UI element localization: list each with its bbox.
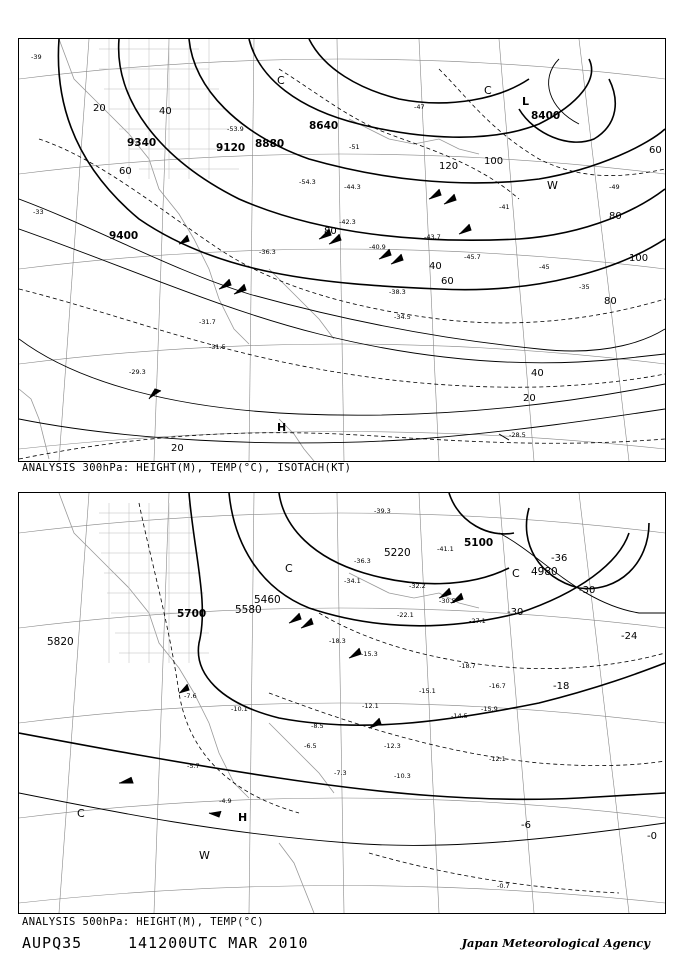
- station-values: [184, 507, 510, 890]
- temp-label: -35: [579, 283, 590, 291]
- temp-label: -41: [499, 203, 510, 211]
- station-value: -41.1: [437, 545, 454, 553]
- station-value: -32.2: [409, 582, 426, 590]
- temp-label: -29.3: [129, 368, 146, 376]
- height-label: 5580: [235, 604, 262, 616]
- isotach-label: 100: [484, 156, 504, 167]
- isotach-label: 60: [649, 145, 662, 156]
- station-value: -18.7: [459, 662, 476, 670]
- station-value: -30.5: [439, 597, 456, 605]
- height-label: 9400: [109, 230, 139, 242]
- station-value: -15.1: [419, 687, 436, 695]
- station-value: -10.1: [231, 705, 248, 713]
- height-label: 8400: [531, 110, 561, 122]
- station-value: -6.5: [304, 742, 317, 750]
- temp-label: -33: [33, 208, 44, 216]
- height-label: 8640: [309, 120, 339, 132]
- station-value: -18.3: [329, 637, 346, 645]
- temp-label: -6: [521, 820, 531, 831]
- isotach-label: 40: [159, 106, 172, 117]
- temp-label: -43.7: [424, 233, 441, 241]
- map-300hpa-canvas: [19, 39, 665, 461]
- height-label: 5220: [384, 547, 411, 559]
- height-label: 5820: [47, 636, 74, 648]
- station-value: -34.1: [344, 577, 361, 585]
- station-value: -5.7: [187, 762, 200, 770]
- station-value: -27.1: [469, 617, 486, 625]
- isotach-label: 80: [604, 296, 617, 307]
- temp-label: -42.3: [339, 218, 356, 226]
- isotach-label: 60: [119, 166, 132, 177]
- height-label: 5700: [177, 608, 207, 620]
- cold-center-marker: C: [77, 807, 85, 820]
- temp-label: -38.3: [389, 288, 406, 296]
- station-value: -14.5: [451, 712, 468, 720]
- height-label: 5460: [254, 594, 281, 606]
- station-value: -10.3: [394, 772, 411, 780]
- height-label: 4980: [531, 566, 558, 578]
- cold-center-marker: C: [285, 562, 293, 575]
- temp-label: -36.3: [259, 248, 276, 256]
- height-labels: [47, 537, 558, 648]
- product-code: AUPQ35: [22, 934, 83, 952]
- temp-label: -34.5: [394, 313, 411, 321]
- isotach-label: 40: [429, 261, 442, 272]
- temp-label: -45.7: [464, 253, 481, 261]
- isotach-label: 80: [324, 226, 337, 237]
- temp-label: -30: [579, 585, 596, 596]
- temp-label: -31.5: [209, 343, 226, 351]
- height-label: 5100: [464, 537, 494, 549]
- temp-label: -0: [647, 831, 657, 842]
- caption-500hpa: ANALYSIS 500hPa: HEIGHT(M), TEMP(°C): [22, 916, 264, 928]
- wind-barbs: [119, 588, 463, 817]
- temp-label: -28.5: [509, 431, 526, 439]
- height-label: 9340: [127, 137, 157, 149]
- isotach-label: 80: [609, 211, 622, 222]
- temp-label: -45: [539, 263, 550, 271]
- station-value: -7.6: [184, 692, 197, 700]
- height-labels: [109, 110, 560, 242]
- temp-label: -24: [621, 631, 638, 642]
- height-label: 8880: [255, 138, 285, 150]
- coastlines: [59, 493, 479, 913]
- isotach-label: 20: [93, 103, 106, 114]
- isotach-label: 100: [629, 253, 649, 264]
- station-value: -39.3: [374, 507, 391, 515]
- temp-label: -31.7: [199, 318, 216, 326]
- valid-time: 141200UTC MAR 2010: [128, 934, 309, 952]
- map-500hpa: [18, 492, 666, 914]
- station-value: -12.1: [489, 755, 506, 763]
- temp-label: -40.9: [369, 243, 386, 251]
- station-value: -12.1: [362, 702, 379, 710]
- high-pressure-marker: H: [238, 811, 248, 824]
- graticule: [19, 39, 665, 461]
- temp-label: -53.9: [227, 125, 244, 133]
- temp-label: -54.3: [299, 178, 316, 186]
- isotach-label: 60: [441, 276, 454, 287]
- isotach-label: 40: [531, 368, 544, 379]
- temp-label: -44.3: [344, 183, 361, 191]
- isotherms-dashed: [139, 503, 665, 893]
- station-value: -16.7: [489, 682, 506, 690]
- map-300hpa: [18, 38, 666, 462]
- graticule: [19, 493, 665, 913]
- cold-center-marker: C: [277, 74, 285, 87]
- temp-label: -51: [349, 143, 360, 151]
- station-value: -15.3: [361, 650, 378, 658]
- station-value: -0.7: [497, 882, 510, 890]
- temp-label: -47: [414, 103, 425, 111]
- isotach-label: 20: [523, 393, 536, 404]
- warm-center-marker: W: [199, 849, 210, 862]
- temp-label: -49: [609, 183, 620, 191]
- temp-label: -18: [553, 681, 570, 692]
- high-pressure-marker: H: [277, 421, 287, 434]
- cold-center-marker: C: [512, 567, 520, 580]
- temp-label: -30: [507, 607, 524, 618]
- cold-center-marker: C: [484, 84, 492, 97]
- isotach-label: 120: [439, 161, 459, 172]
- height-contours: [19, 493, 665, 799]
- station-value: -8.5: [311, 722, 324, 730]
- station-value: -22.1: [397, 611, 414, 619]
- warm-center-marker: W: [547, 179, 558, 192]
- station-value: -7.3: [334, 769, 347, 777]
- caption-300hpa: ANALYSIS 300hPa: HEIGHT(M), TEMP(°C), ISOTACH(KT): [22, 462, 352, 474]
- station-value: -15.9: [481, 705, 498, 713]
- low-pressure-marker: L: [522, 95, 530, 108]
- station-value: -12.3: [384, 742, 401, 750]
- station-value: -4.9: [219, 797, 232, 805]
- isotach-labels: [93, 103, 662, 454]
- height-label: 9120: [216, 142, 246, 154]
- agency-name: Japan Meteorological Agency: [461, 936, 650, 950]
- temp-label: -36: [551, 553, 568, 564]
- temp-label: -39: [31, 53, 42, 61]
- station-value: -36.3: [354, 557, 371, 565]
- isotach-label: 20: [171, 443, 184, 454]
- map-500hpa-canvas: [19, 493, 665, 913]
